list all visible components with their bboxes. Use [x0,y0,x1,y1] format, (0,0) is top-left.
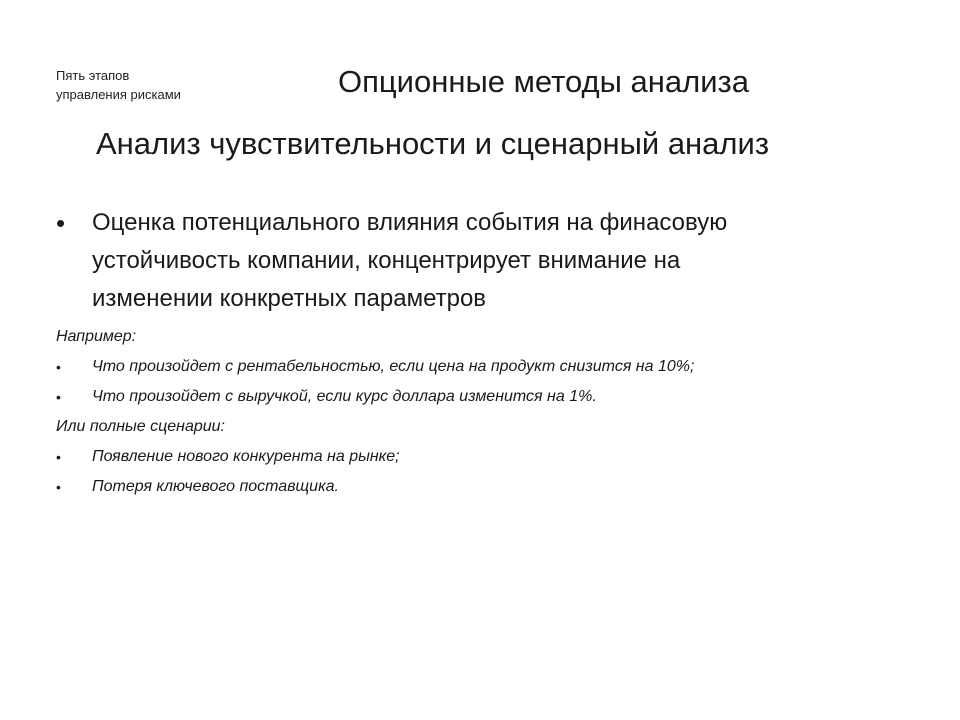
bullet-icon: • [56,359,61,375]
page-subtitle: Анализ чувствительности и сценарный анализ [96,126,770,161]
lead-bullet-item [56,204,876,318]
list-item [56,352,896,382]
examples-block [56,322,896,502]
list-item [56,442,896,472]
examples-heading: Например: [56,328,137,345]
bullet-icon: • [56,389,61,405]
lead-line-3: изменении конкретных параметров [92,285,487,312]
corner-note [56,66,181,104]
corner-note-line-1: Пять этапов [56,68,130,83]
list-item-text: Появление нового конкурента на рынке; [92,448,400,465]
lead-line-2: устойчивость компании, концентрирует внимание на [92,247,681,274]
list-item-text: Что произойдет с рентабельностью, если цена на продукт снизится на 10%; [92,358,695,375]
lead-line-1: Оценка потенциального влияния события на финасовую [92,209,728,236]
list-item-text: Что произойдет с выручкой, если курс доллара изменится на 1%. [92,388,597,405]
list-item [56,382,896,412]
bullet-icon: • [56,449,61,465]
page-title: Опционные методы анализа [338,64,749,99]
list-item [56,472,896,502]
bullet-icon: • [56,208,66,238]
bullet-icon: • [56,479,61,495]
scenarios-heading: Или полные сценарии: [56,418,225,435]
lead-bullet-text [92,204,876,318]
list-item-text: Потеря ключевого поставщика. [92,478,339,495]
corner-note-line-2: управления рисками [56,87,181,102]
